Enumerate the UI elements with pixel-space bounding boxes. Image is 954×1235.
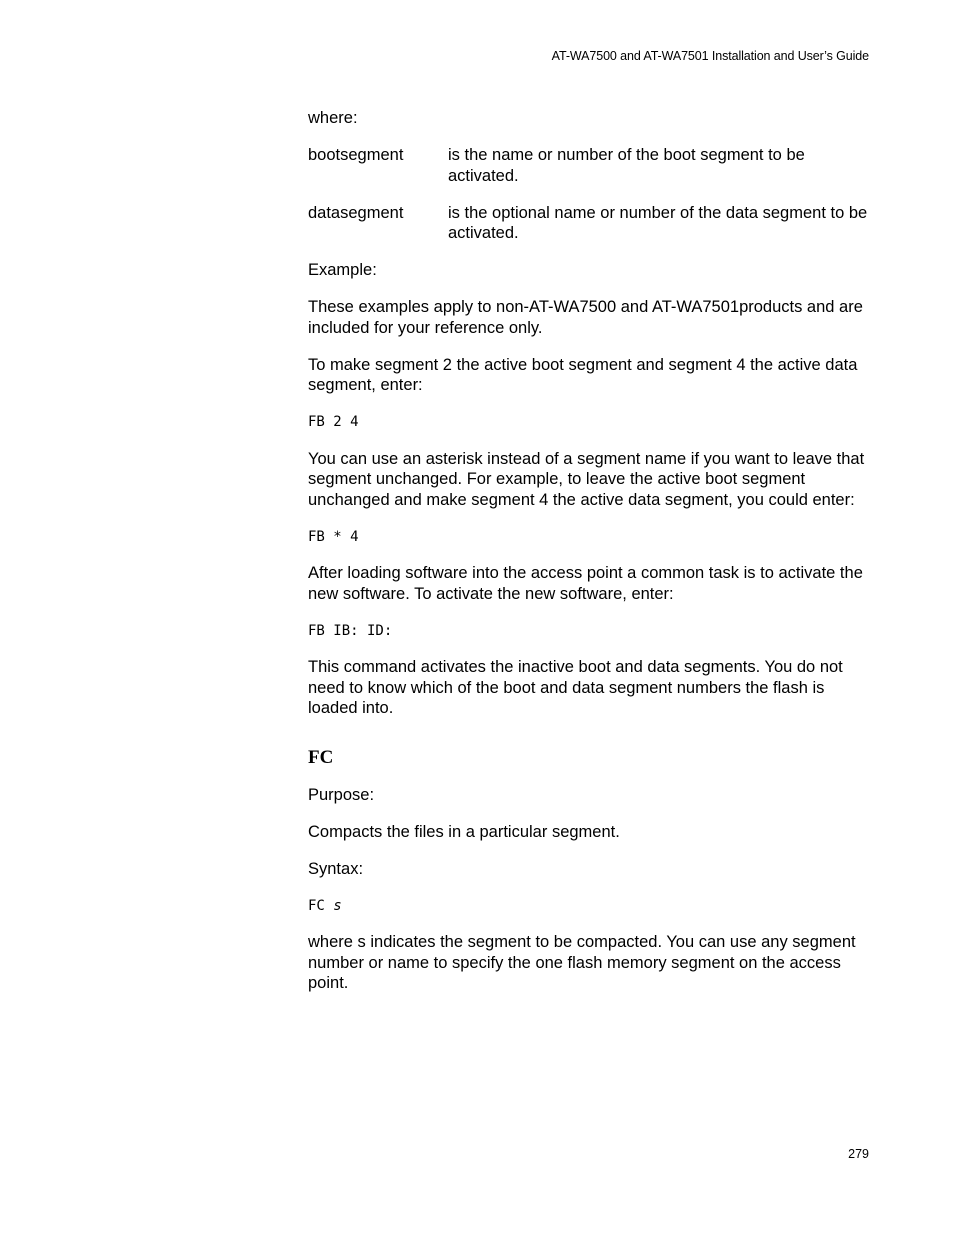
definition-term: datasegment	[308, 203, 404, 222]
paragraph-after-loading: After loading software into the access point a common task is to activate the new software. To activate the new software, enter:	[308, 564, 863, 603]
running-header: AT-WA7500 and AT-WA7501 Installation and User’s Guide	[551, 49, 869, 63]
definition-row	[308, 145, 874, 186]
code-fc-argument: s	[333, 897, 342, 914]
where-label: where:	[308, 109, 358, 127]
page-number: 279	[848, 1147, 869, 1161]
paragraph-make-segment: To make segment 2 the active boot segment and segment 4 the active data segment, enter:	[308, 355, 858, 394]
code-fb-2-4: FB 2 4	[308, 414, 359, 430]
paragraph-examples-apply: These examples apply to non-AT-WA7500 and AT-WA7501products and are included for your reference only.	[308, 298, 863, 337]
page-content	[308, 108, 874, 1010]
definition-term: bootsegment	[308, 146, 404, 164]
paragraph-asterisk: You can use an asterisk instead of a segment name if you want to leave that segment unchanged. For example, to leave the active boot segment unchanged and make segment 4 the active data segment, you could enter:	[308, 449, 865, 509]
code-fb-star-4: FB * 4	[308, 528, 359, 545]
paragraph-this-command: This command activates the inactive boot and data segments. You do not need to know which of the boot and data segment numbers the flash is loaded into.	[308, 658, 843, 717]
definition-description: is the name or number of the boot segment to be activated.	[448, 146, 805, 185]
code-fc-command: FC	[308, 897, 325, 914]
code-fc-syntax	[308, 896, 874, 916]
definition-row	[308, 203, 874, 244]
code-fb-ib-id: FB IB: ID:	[308, 622, 393, 639]
purpose-label: Purpose:	[308, 785, 375, 804]
purpose-text: Compacts the files in a particular segment.	[308, 822, 620, 841]
section-heading-fc: FC	[308, 746, 334, 768]
syntax-label: Syntax:	[308, 859, 364, 878]
definition-description: is the optional name or number of the data segment to be activated.	[448, 203, 868, 242]
example-label: Example:	[308, 261, 377, 279]
paragraph-where-s: where s indicates the segment to be compacted. You can use any segment number or name to specify the one flash memory segment on the access point.	[308, 933, 856, 992]
